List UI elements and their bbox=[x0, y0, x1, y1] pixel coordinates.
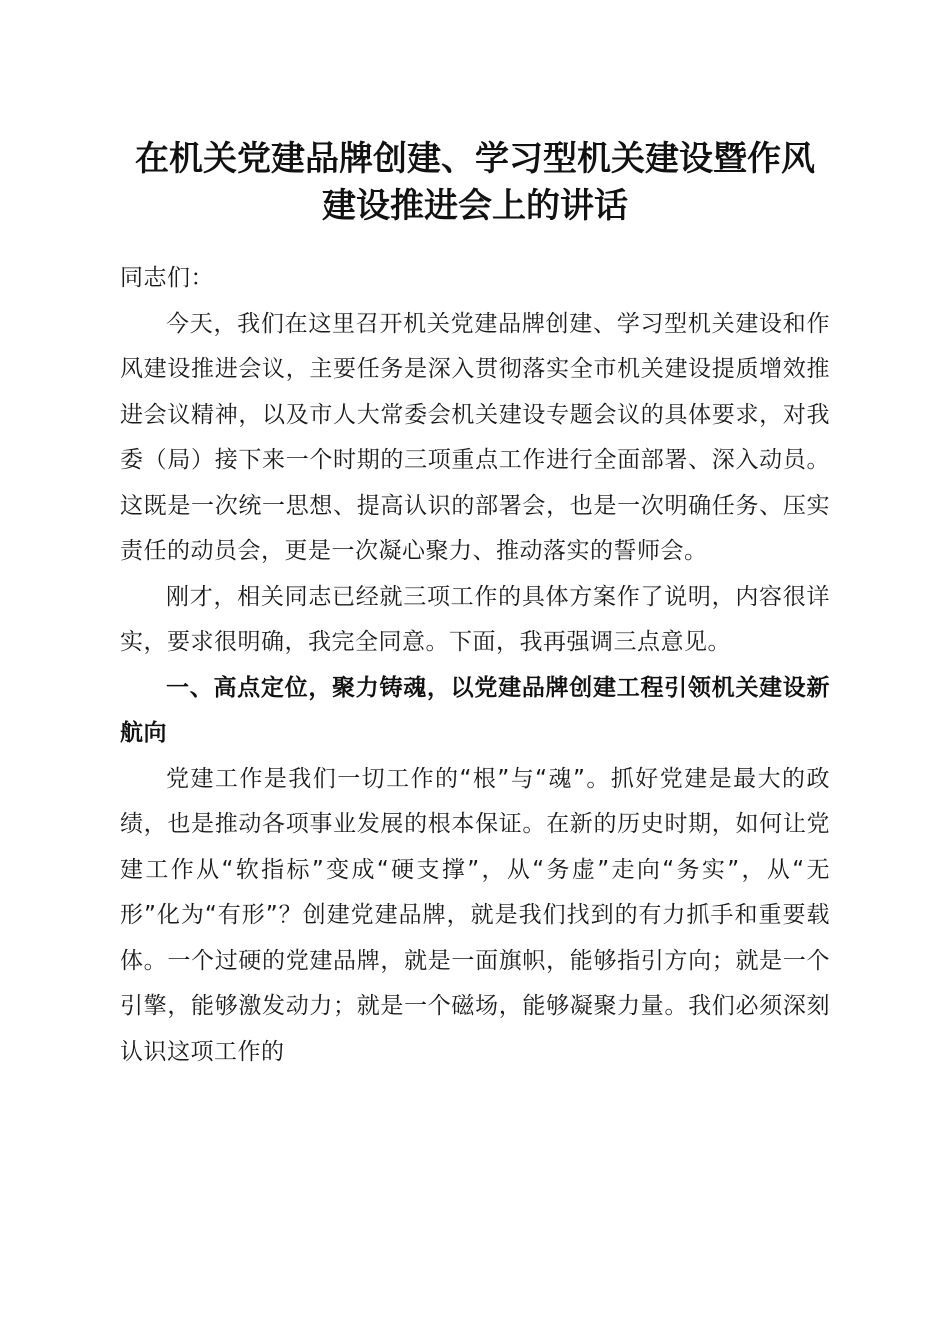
document-body bbox=[120, 256, 830, 1075]
paragraph-opening: 今天，我们在这里召开机关党建品牌创建、学习型机关建设和作风建设推进会议，主要任务是深入贯彻落实全市机关建设提质增效推进会议精神，以及市人大常委会机关建设专题会议的具体要求，对我委（局）接下来一个时期的三项重点工作进行全面部署、深入动员。这既是一次统一思想、提高认识的部署会，也是一次明确任务、压实责任的动员会，更是一次凝心聚力、推动落实的誓师会。 bbox=[120, 310, 830, 564]
document-title bbox=[90, 136, 860, 230]
paragraph-agreement: 刚才，相关同志已经就三项工作的具体方案作了说明，内容很详实，要求很明确，我完全同意。下面，我再强调三点意见。 bbox=[120, 583, 830, 655]
title-line-2: 建设推进会上的讲话 bbox=[322, 186, 628, 226]
section-heading: 一、高点定位，聚力铸魂，以党建品牌创建工程引领机关建设新航向 bbox=[120, 674, 830, 746]
section-paragraph: 党建工作是我们一切工作的“根”与“魂”。抓好党建是最大的政绩，也是推动各项事业发展的根本保证。在新的历史时期，如何让党建工作从“软指标”变成“硬支撑”，从“务虚”走向“务实”，从“无形”化为“有形”？创建党建品牌，就是我们找到的有力抓手和重要载体。一个过硬的党建品牌，就是一面旗帜，能够指引方向；就是一个引擎，能够激发动力；就是一个磁场，能够凝聚力量。我们必须深刻认识这项工作的 bbox=[120, 765, 830, 1065]
salutation: 同志们： bbox=[120, 265, 214, 291]
title-line-1: 在机关党建品牌创建、学习型机关建设暨作风 bbox=[135, 139, 815, 179]
